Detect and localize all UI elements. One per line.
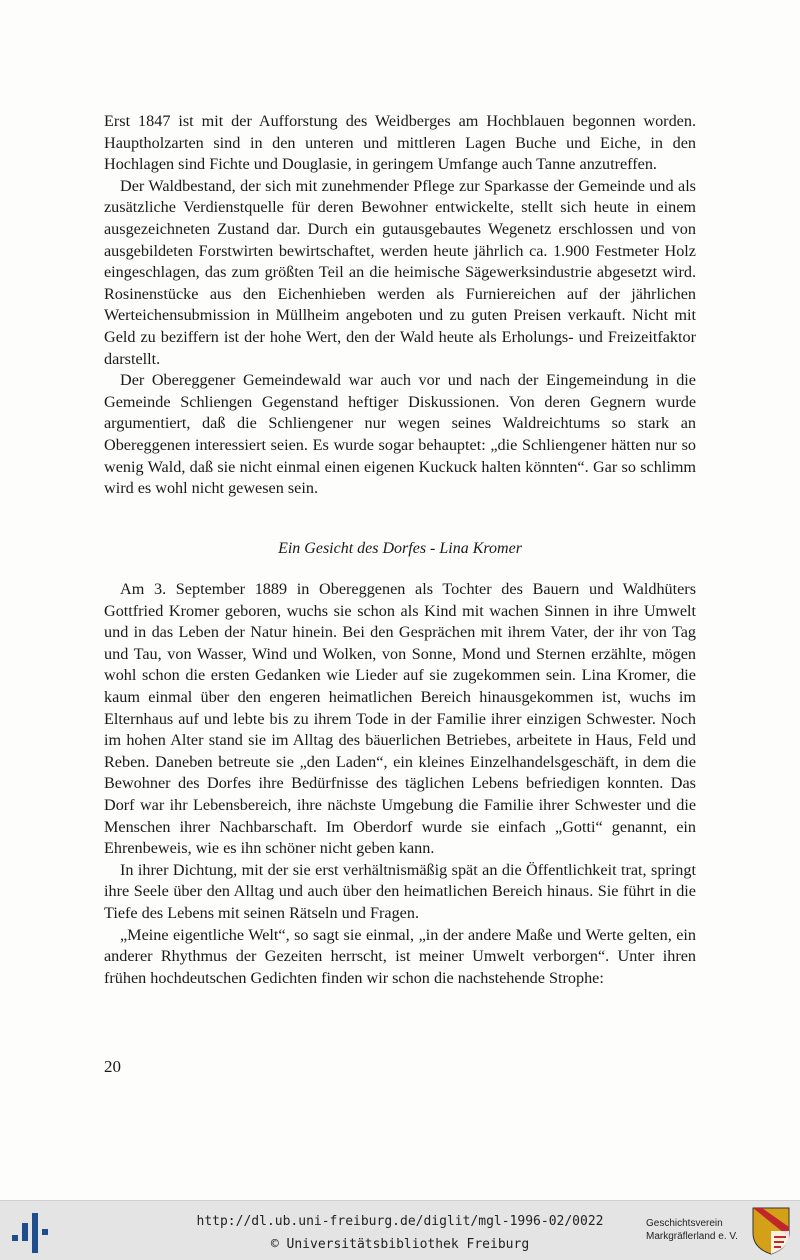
page-number: 20: [104, 1057, 121, 1076]
body-text-top: [104, 111, 696, 500]
footer-bar: [0, 1200, 800, 1260]
paragraph: Erst 1847 ist mit der Aufforstung des Weidberges am Hochblauen begonnen worden. Hauptholzarten sind in den unteren und mittleren Lagen Buche und Eiche, in den Hochlagen sind Fichte und Douglasie, in geringem Umfange auch Tanne anzutreffen.: [104, 112, 696, 174]
society-line-1: Geschichtsverein: [646, 1218, 723, 1229]
section-heading: Ein Gesicht des Dorfes - Lina Kromer: [278, 540, 522, 557]
paragraph: Am 3. September 1889 in Obereggenen als Tochter des Bauern und Waldhüters Gottfried Kromer geboren, wuchs sie schon als Kind mit wachen Sinnen in ihre Umwelt und in das Leben der Natur hinein. Bei den Gesprächen mit ihrem Vater, der ihr von Tag und Tau, von Wasser, Wind und Wolken, von Sonne, Mond und Sternen erzählte, mögen wohl schon die ersten Gedanken wie Lieder auf sie zugekommen sein. Lina Kromer, die kaum einmal über den engeren heimatlichen Bereich hinausgekommen ist, wuchs im Elternhaus auf und lebte bis zu ihrem Tode in der Familie ihrer einzigen Schwester. Noch im hohen Alter stand sie im Alltag des bäuerlichen Betriebes, arbeitete in Haus, Feld und Reben. Daneben betreute sie „den Laden“, ein kleines Einzelhandelsgeschäft, in dem die Bewohner des Dorfes ihre Bedürfnisse des täglichen Lebens befriedigen konnten. Das Dorf war ihr Lebensbereich, ihre nächste Umgebung die Familie ihrer Schwester und die Menschen ihrer Nachbarschaft. Im Oberdorf wurde sie einfach „Gotti“ genannt, ein Ehrenbeweis, wie es ihn schöner nicht geben kann.: [104, 580, 696, 858]
footer-url-link[interactable]: http://dl.ub.uni-freiburg.de/diglit/mgl-1996-02/0022: [196, 1214, 604, 1229]
paragraph: Der Obereggener Gemeindewald war auch vor und nach der Eingemeindung in die Gemeinde Schliengen Gegenstand heftiger Diskussionen. Von deren Gegnern wurde argumentiert, daß die Schliengener nur wegen seines Waldreichtums so stark an Obereggenen interessiert seien. Es wurde sogar behauptet: „die Schliengener hätten nur so wenig Wald, daß sie nicht einmal einen eigenen Kuckuck halten könnten“. Gar so schlimm wird es wohl nicht gewesen sein.: [104, 371, 696, 498]
body-text-bottom: [104, 579, 696, 989]
society-name: [646, 1217, 748, 1243]
society-line-2: Markgräflerland e. V.: [646, 1231, 738, 1242]
coat-of-arms-icon: [752, 1207, 790, 1255]
footer-copyright: © Universitätsbibliothek Freiburg: [270, 1237, 530, 1252]
paragraph: Der Waldbestand, der sich mit zunehmender Pflege zur Sparkasse der Gemeinde und als zusätzliche Verdienstquelle für deren Bewohner entwickelte, stellt sich heute in einem ausgezeichneten Zustand dar. Durch ein gutausgebautes Wegenetz erschlossen und von ausgebildeten Forstwirten bewirtschaftet, werden heute jährlich ca. 1.900 Festmeter Holz eingeschlagen, das zum größten Teil an die heimische Sägewerksindustrie abgesetzt wird. Rosinenstücke aus den Eichenhieben werden als Furniereichen auf der jährlichen Werteichensubmission in Müllheim angeboten und zu guten Preisen verkauft. Nicht mit Geld zu beziffern ist der hohe Wert, den der Wald heute als Erholungs- und Freizeitfaktor darstellt.: [104, 176, 696, 368]
paragraph: In ihrer Dichtung, mit der sie erst verhältnismäßig spät an die Öffentlichkeit trat, springt ihre Seele über den Alltag und auch über den heimatlichen Bereich hinaus. Sie führt in die Tiefe des Lebens mit seinen Rätseln und Fragen.: [104, 860, 696, 922]
paragraph: „Meine eigentliche Welt“, so sagt sie einmal, „in der andere Maße und Werte gelten, ein anderer Rhythmus der Gezeiten herrscht, ist meiner Umwelt verborgen“. Unter ihren frühen hochdeutschen Gedichten finden wir schon die nachstehende Strophe:: [104, 925, 696, 987]
